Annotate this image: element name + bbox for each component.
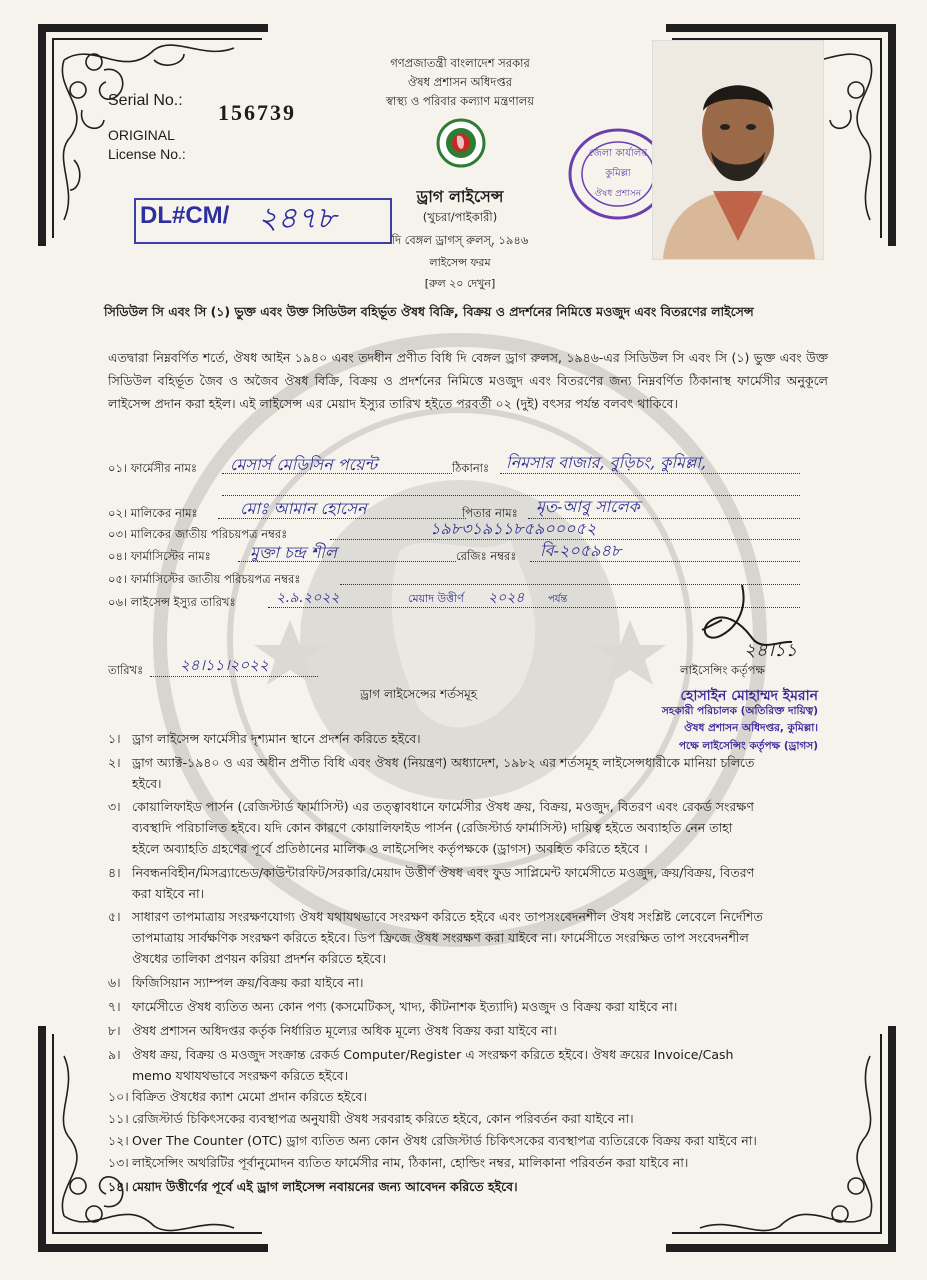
field-issue-date-value: ২.৯.২০২২ [276, 590, 340, 606]
rule-note: [রুল ২০ দেখুন] [424, 277, 496, 290]
condition-text: সাধারণ তাপমাত্রায় সংরক্ষণযোগ্য ঔষধ যথাযথভাবে সংরক্ষণ করিতে হইবে এবং তাপসংবেদনশীল ঔষধ সংশ্লিষ্ট লেবেলে নির্দেশিত [132, 909, 763, 924]
stamp-line-1: জেলা কার্যালয় [588, 148, 648, 159]
condition-number: ১৪। [108, 1179, 129, 1194]
field-address-value: নিমসার বাজার, বুড়িচং, কুমিল্লা, [506, 453, 706, 472]
condition-text: ঔষধের তালিকা প্রণয়ন করিয়া প্রদর্শন করিতে হইবে। [132, 951, 386, 966]
authority-line-2: ঔষধ প্রশাসন অধিদপ্তর, কুমিল্লা। [684, 722, 818, 734]
field-reg-no-value: বি-২০৫৯৪৮ [540, 541, 622, 560]
condition-text: বিক্রিত ঔষধের ক্যাশ মেমো প্রদান করিতে হইবে। [132, 1089, 367, 1104]
original-license-label [108, 126, 186, 164]
condition-number: ৮। [108, 1023, 121, 1038]
intro-paragraph: এতদ্বারা নিম্নবর্ণিত শর্তে, ঔষধ আইন ১৯৪০ এবং তদধীন প্রণীত বিধি দি বেঙ্গল ড্রাগ রুলস, ১৯৪৬-এর সিডিউল সি এবং সি (১) ভুক্ত এবং উক্ত সিডিউল বহির্ভূত জৈব ও অজৈব ঔষধ বিক্রি, বিক্রয় ও প্রদর্শনের নিমিত্তে মওজুদ এবং বিতরণের জন্য নিম্নবর্ণিত ঠিকানাস্থ ফার্মেসীর অনুকূলে লাইসেন্স প্রদান করা হইল। এই লাইসেন্স এর মেয়াদ ইস্যুর তারিখ হইতে পরবর্তী ০২ (দুই) বৎসর পর্যন্ত বলবৎ থাকিবে। [108, 350, 828, 411]
rule-reference: দি বেঙ্গল ড্রাগস্ রুলস্, ১৯৪৬ [391, 233, 529, 247]
license-number-prefix: DL#CM/ [140, 202, 230, 229]
condition-number: ৩। [108, 799, 121, 814]
authority-line-1: সহকারী পরিচালক (অতিরিক্ত দায়িত্ব) [661, 705, 818, 717]
condition-text: ঔষধ প্রশাসন অধিদপ্তর কর্তৃক নির্ধারিত মূল্যের অধিক মূল্যে ঔষধ বিক্রয় করা যাইবে না। [132, 1023, 557, 1038]
condition-text: তাপমাত্রায় সার্বক্ষণিক সংরক্ষণ করিতে হইবে। ডিপ ফ্রিজে ঔষধ সংরক্ষণ করা যাইবে না। ফার্মেসীতে সংরক্ষিত তাপ সংবেদনশীল [132, 930, 749, 945]
gov-line-1: গণপ্রজাতন্ত্রী বাংলাদেশ সরকার [390, 56, 530, 70]
condition-text: হইলে অব্যাহতি গ্রহণের পূর্বে প্রতিষ্ঠানের মালিক ও লাইসেন্সিং কর্তৃপক্ষকে (ড্রাগস) অবহিত করিতে হইবে । [132, 841, 648, 856]
serial-number: 156739 [218, 100, 296, 125]
field-owner-name-value: মোঃ আমান হোসেন [240, 499, 367, 518]
condition-number: ৬। [108, 975, 121, 990]
license-number-handwritten: ২৪৭৮ [258, 201, 336, 236]
license-no-label: License No.: [108, 146, 186, 162]
original-label: ORIGINAL [108, 127, 175, 143]
condition-number: ১২। [108, 1133, 129, 1148]
condition-text: লাইসেন্সিং অথরিটির পূর্বানুমোদন ব্যতিত ফার্মেসীর নাম, ঠিকানা, হোল্ডিং নম্বর, মালিকানা পরিবর্তন করা যাইবে না। [132, 1155, 689, 1170]
condition-text: কোয়ালিফাইড পার্সন (রেজিস্টার্ড ফার্মাসিস্ট) এর তত্ত্বাবধানে ফার্মেসীর ঔষধ ক্রয়, বিক্রয়, মওজুদ, বিতরণ এবং রেকর্ড সংরক্ষণ [132, 799, 754, 814]
authority-name: হোসাইন মোহাম্মদ ইমরান [680, 688, 818, 704]
serial-label: Serial No.: [108, 92, 183, 109]
condition-text: ব্যবস্থাদি পরিচালিত হইবে। যদি কোন কারণে কোয়ালিফাইড পার্সন (রেজিস্টার্ড ফার্মাসিস্ট) দায়িত্ব হইতে অব্যাহতি নেন তাহা [132, 820, 733, 835]
document-title: ড্রাগ লাইসেন্স [416, 187, 504, 206]
field-pharmacy-name-value: মেসার্স মেডিসিন পয়েন্ট [230, 455, 378, 474]
field-father-name-value: মৃত-আবু সালেক [536, 497, 640, 516]
field-owner-nid-value: ১৯৮৩১৯১১৮৫৯০০০৫২ [430, 519, 597, 538]
condition-number: ১১। [108, 1111, 129, 1126]
date-value: ২৪।১১।২০২২ [180, 656, 269, 674]
field-father-name-label: পিতার নামঃ [462, 506, 518, 520]
field-expiry-suffix: পর্যন্ত [548, 594, 568, 605]
condition-number: ১৩। [108, 1155, 129, 1170]
condition-text: মেয়াদ উত্তীর্ণের পূর্বে এই ড্রাগ লাইসেন্স নবায়নের জন্য আবেদন করিতে হইবে। [132, 1179, 518, 1194]
authority-line-3: পক্ষে লাইসেন্সিং কর্তৃপক্ষ (ড্রাগস) [678, 740, 818, 752]
condition-text: করা যাইবে না। [132, 886, 205, 901]
licensing-authority-label: লাইসেন্সিং কর্তৃপক্ষ [680, 663, 765, 677]
conditions-title: ড্রাগ লাইসেন্সের শর্তসমূহ [360, 687, 478, 701]
field-owner-name-label: ০২। মালিকের নামঃ [108, 506, 198, 520]
field-reg-no-label: রেজিঃ নম্বরঃ [456, 549, 517, 563]
condition-number: ১০। [108, 1089, 129, 1104]
condition-number: ১। [108, 731, 121, 746]
condition-text: রেজিস্টার্ড চিকিৎসকের ব্যবস্থাপত্র অনুযায়ী ঔষধ সরবরাহ করিতে হইবে, কোন পরিবর্তন করা যাইবে না। [132, 1111, 634, 1126]
condition-number: ৭। [108, 999, 121, 1014]
schedule-heading: সিডিউল সি এবং সি (১) ভুক্ত এবং উক্ত সিডিউল বহির্ভূত ঔষধ বিক্রি, বিক্রয় ও প্রদর্শনের নিমিত্তে মওজুদ এবং বিতরণের লাইসেন্স [104, 304, 754, 319]
field-owner-nid-label: ০৩। মালিকের জাতীয় পরিচয়পত্র নম্বরঃ [108, 527, 288, 541]
field-pharmacy-name-label: ০১। ফার্মেসীর নামঃ [108, 461, 198, 475]
condition-text: হইবে। [132, 776, 162, 791]
condition-number: ২। [108, 755, 121, 770]
condition-text: ড্রাগ অ্যাক্ট-১৯৪০ ও এর অধীন প্রণীত বিধি এবং ঔষধ (নিয়ন্ত্রণ) অধ্যাদেশ, ১৯৮২ এর শর্তসমূহ লাইসেন্সধারীকে মানিয়া চলিতে [132, 755, 755, 770]
gov-line-2: ঔষধ প্রশাসন অধিদপ্তর [407, 75, 513, 89]
condition-number: ৯। [108, 1047, 121, 1062]
stamp-line-3: ঔষধ প্রশাসন [594, 189, 642, 199]
field-pharmacist-nid-label: ০৫। ফার্মাসিস্টের জাতীয় পরিচয়পত্র নম্বরঃ [108, 572, 301, 586]
condition-number: ৪। [108, 865, 121, 880]
stamp-line-2: কুমিল্লা [605, 168, 631, 179]
field-expiry-value: ২০২৪ [488, 590, 525, 606]
document-subtitle: (খুচরা/পাইকারী) [422, 210, 498, 224]
field-pharmacist-name-value: মুক্তা চন্দ্র শীল [250, 543, 337, 562]
condition-number: ৫। [108, 909, 121, 924]
field-address-label: ঠিকানাঃ [452, 461, 490, 475]
field-pharmacist-name-label: ০৪। ফার্মাসিস্টের নামঃ [108, 549, 211, 563]
condition-text: নিবন্ধনবিহীন/মিসব্র্যান্ডেড/কাউন্টারফিট/সরকারি/মেয়াদ উত্তীর্ণ ঔষধ এবং ফুড সাপ্লিমেন্ট ফার্মেসীতে মওজুদ, ক্রয়/বিক্রয়, বিতরণ [132, 865, 755, 880]
condition-text: Over The Counter (OTC) ড্রাগ ব্যতিত অন্য কোন ঔষধ রেজিস্টার্ড চিকিৎসকের ব্যবস্থাপত্র ব্যতিরেকে বিক্রয় করা যাইবে না। [132, 1133, 757, 1148]
gov-line-3: স্বাস্থ্য ও পরিবার কল্যাণ মন্ত্রণালয় [385, 94, 535, 108]
owner-photo [652, 40, 824, 260]
condition-text: ফার্মেসীতে ঔষধ ব্যতিত অন্য কোন পণ্য (কসমেটিকস্, খাদ্য, কীটনাশক ইত্যাদি) মওজুদ ও বিক্রয় করা যাইবে না। [132, 999, 678, 1014]
license-form-label: লাইসেন্স ফরম [429, 256, 491, 269]
government-seal-icon [436, 118, 486, 168]
signature-date: ২৪।১১ [744, 640, 798, 661]
date-label: তারিখঃ [108, 663, 144, 677]
condition-text: ফিজিসিয়ান স্যাম্পল ক্রয়/বিক্রয় করা যাইবে না। [132, 975, 364, 990]
condition-text: ড্রাগ লাইসেন্স ফার্মেসীর দৃশ্যমান স্থানে প্রদর্শন করিতে হইবে। [132, 731, 421, 746]
condition-text: ঔষধ ক্রয়, বিক্রয় ও মওজুদ সংক্রান্ত রেকর্ড Computer/Register এ সংরক্ষণ করিতে হইবে। ঔষধ ক্রয়ের Invoice/Cash [132, 1047, 734, 1062]
condition-text: memo যথাযথভাবে সংরক্ষণ করিতে হইবে। [132, 1068, 349, 1083]
field-issue-date-label: ০৬। লাইসেন্স ইস্যুর তারিখঃ [108, 595, 236, 609]
field-expiry-label: মেয়াদ উত্তীর্ণ [408, 592, 464, 605]
